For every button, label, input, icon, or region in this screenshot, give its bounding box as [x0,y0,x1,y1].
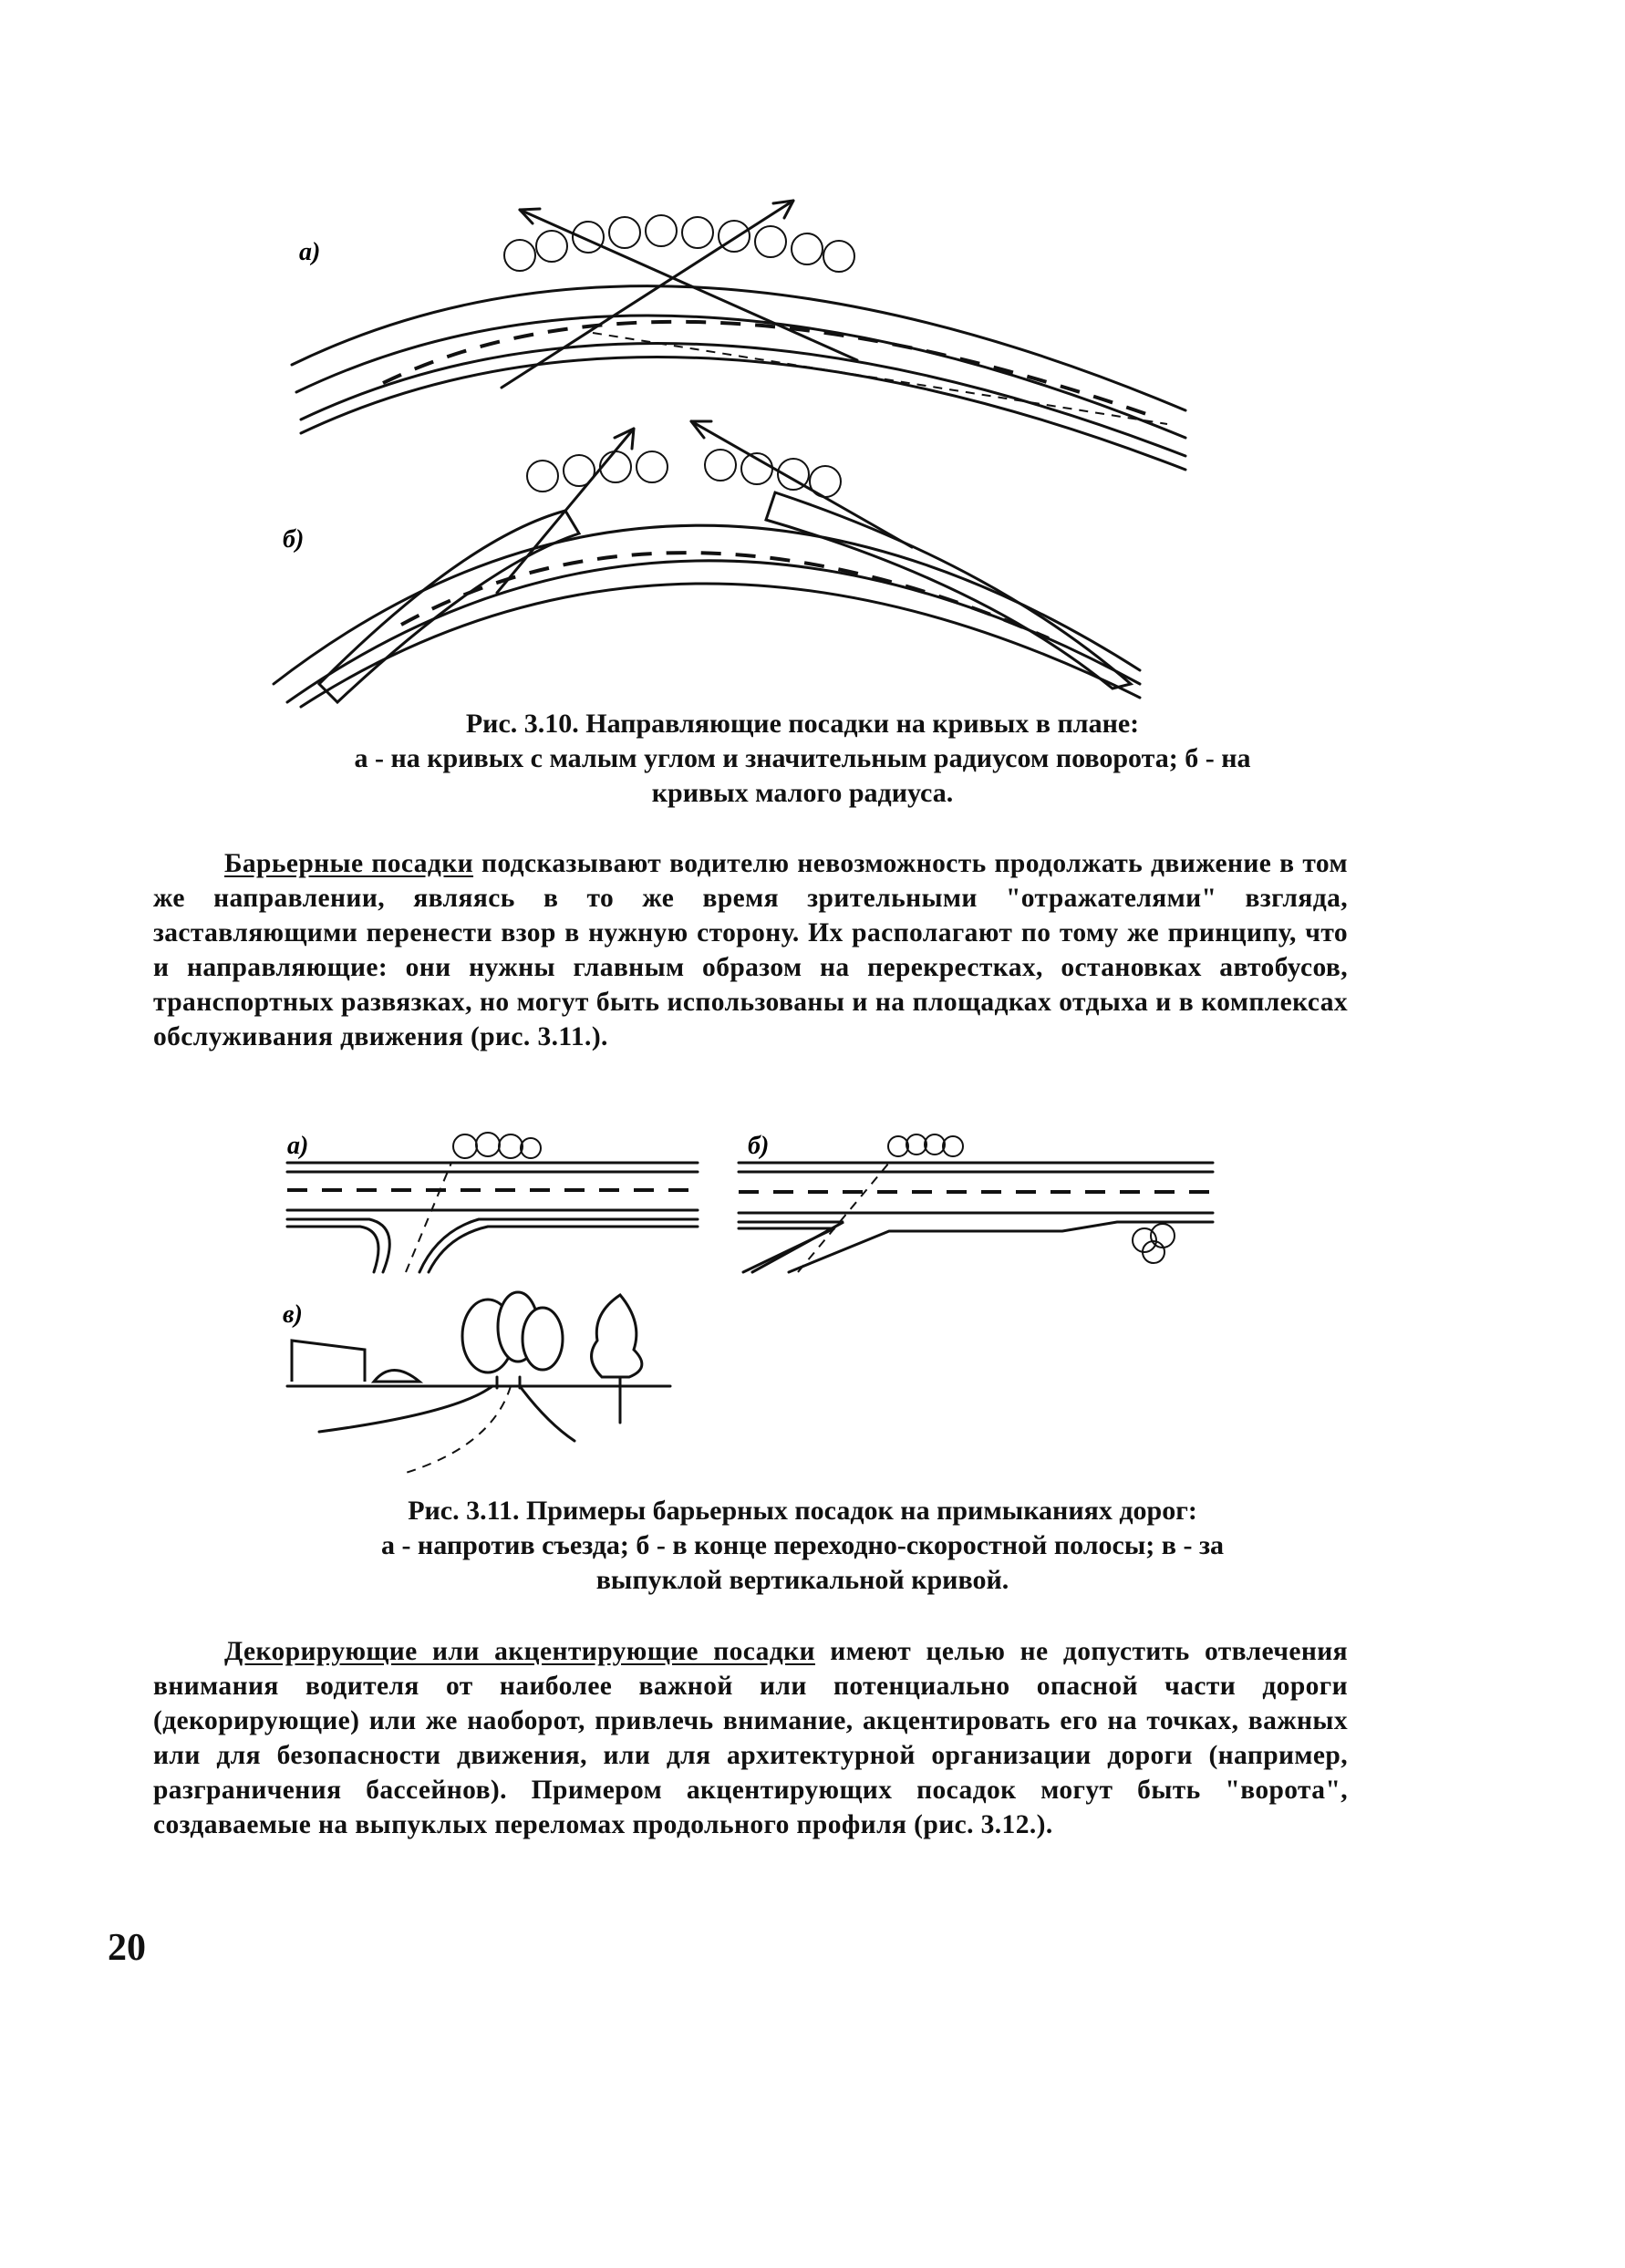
figure-label: б) [283,525,305,554]
paragraph-text: подсказывают водителю невозможность продолжать движение в том же направлении, являясь в то же время зрительными "отражателями" взгляда, заставляющими перенести взор в нужную сторону. Их располагают по тому же принципу, что и направляющие: они нужны главным образом на перекрестках, остановках автобусов, транспортных развязках, но могут быть использованы и на площадках отдыха и в комплексах обслуживания движения (рис. 3.11.). [153,849,1348,1051]
figure-caption [228,1494,1377,1598]
figure-label: а) [287,1132,309,1160]
caption-line: Рис. 3.11. Примеры барьерных посадок на примыканиях дорог: [408,1496,1197,1526]
term: Барьерные посадки [224,849,474,878]
figure-label: б) [748,1132,770,1160]
figure-label: в) [283,1300,303,1329]
figure-3-11-b [734,1126,1227,1272]
page-number: 20 [108,1927,146,1969]
figure-3-11-c [283,1286,675,1477]
caption-line: кривых малого радиуса. [651,778,954,808]
term: Декорирующие или акцентирующие посадки [224,1637,815,1666]
paragraph-text: имеют целью не допустить отвлечения внимания водителя от наиболее важной или потенциально опасной части дороги (декорирующие) или же наоборот, привлечь внимание, акцентировать его на точках, важных или для безопасности движения, или для архитектурной организации дороги (например, разграничения бассейнов). Примером акцентирующих посадок могут быть "ворота", создаваемые на выпуклых переломах продольного профиля (рис. 3.12.). [153,1637,1348,1839]
caption-line: а - на кривых с малым углом и значительным радиусом поворота; б - на [354,743,1251,773]
paragraph-barrier-plantings [153,846,1348,1054]
figure-label: а) [299,238,321,266]
paragraph-decorative-plantings [153,1634,1348,1842]
figure-3-11-a [283,1126,702,1272]
caption-line: выпуклой вертикальной кривой. [595,1565,1009,1595]
figure-caption [228,707,1377,811]
caption-line: а - напротив съезда; б - в конце переходно-скоростной полосы; в - за [380,1530,1225,1560]
tree-row [504,215,854,272]
caption-line: Рис. 3.10. Направляющие посадки на кривых в плане: [465,709,1140,739]
figure-3-10-b [264,410,1185,711]
